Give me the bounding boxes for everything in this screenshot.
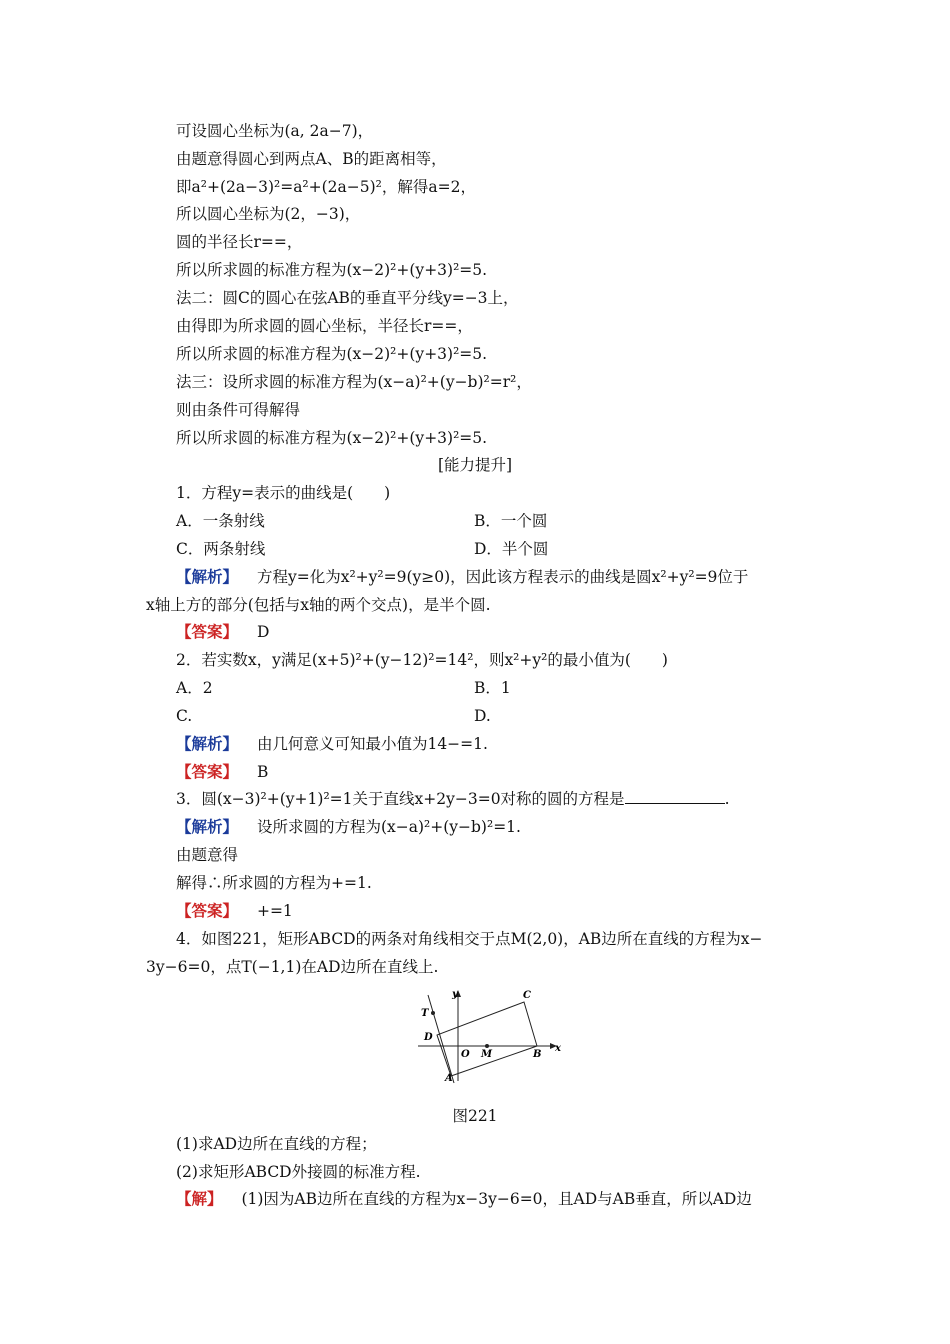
solution-tag: 【解】 <box>176 1189 223 1208</box>
text-line: 由题意得 <box>176 846 239 864</box>
label-o: O <box>461 1049 470 1060</box>
label-t: T <box>421 1008 429 1019</box>
question-stem <box>176 788 730 810</box>
text-line: 圆的半径长r==， <box>176 233 303 251</box>
option-d: D．半个圆 <box>474 540 549 558</box>
label-b: B <box>533 1049 542 1060</box>
answer-text: D <box>256 623 270 641</box>
label-d: D <box>424 1032 433 1043</box>
rectangle-abcd <box>437 1002 537 1076</box>
text-line: 法二：圆C的圆心在弦AB的垂直平分线y=−3上， <box>176 289 519 307</box>
question-stem: 4．如图221，矩形ABCD的两条对角线相交于点M(2,0)，AB边所在直线的方程为x− <box>176 930 763 948</box>
point-m <box>485 1044 489 1048</box>
analysis-text: x轴上方的部分(包括与x轴的两个交点)，是半个圆. <box>146 596 491 614</box>
option-a: A．一条射线 <box>176 512 265 530</box>
question-stem: 3y−6=0，点T(−1,1)在AD边所在直线上. <box>146 958 439 976</box>
text-line: 法三：设所求圆的标准方程为(x−a)²+(y−b)²=r²， <box>176 373 532 391</box>
text-line: 所以所求圆的标准方程为(x−2)²+(y+3)²=5. <box>176 261 488 279</box>
label-a: A <box>445 1073 453 1084</box>
sub-question: (2)求矩形ABCD外接圆的标准方程. <box>176 1163 421 1181</box>
label-m: M <box>481 1049 493 1060</box>
text-line: 所以所求圆的标准方程为(x−2)²+(y+3)²=5. <box>176 345 488 363</box>
answer-line <box>176 761 268 783</box>
question-stem: 2．若实数x，y满足(x+5)²+(y−12)²=14²，则x²+y²的最小值为( ) <box>176 651 668 669</box>
analysis-tag: 【解析】 <box>176 734 239 753</box>
option-a: A．2 <box>176 679 213 697</box>
analysis-tag: 【解析】 <box>176 817 239 836</box>
section-heading: [能力提升] <box>437 456 513 474</box>
option-c: C. <box>176 707 193 725</box>
rectangle-figure <box>410 985 570 1085</box>
y-axis-label: y <box>452 989 458 1000</box>
analysis-text: 方程y=化为x²+y²=9(y≥0)，因此该方程表示的曲线是圆x²+y²=9位于 <box>256 568 749 586</box>
text-line: 所以圆心坐标为(2，−3)， <box>176 205 361 223</box>
text-line: 可设圆心坐标为(a, 2a−7)， <box>176 122 374 140</box>
analysis-line <box>176 816 521 838</box>
answer-text: B <box>256 763 269 781</box>
solution-line <box>176 1188 752 1210</box>
answer-tag: 【答案】 <box>176 901 239 920</box>
answer-line <box>176 621 269 643</box>
option-b: B．1 <box>474 679 511 697</box>
question-stem-text: 3．圆(x−3)²+(y+1)²=1关于直线x+2y−3=0对称的圆的方程是 <box>176 790 625 808</box>
analysis-tag: 【解析】 <box>176 567 239 586</box>
analysis-text: 设所求圆的方程为(x−a)²+(y−b)²=1. <box>256 818 521 836</box>
answer-text: +=1 <box>256 902 293 920</box>
option-d: D. <box>474 707 491 725</box>
answer-line <box>176 900 293 922</box>
text-line: 所以所求圆的标准方程为(x−2)²+(y+3)²=5. <box>176 429 488 447</box>
solution-text: (1)因为AB边所在直线的方程为x−3y−6=0，且AD与AB垂直，所以AD边 <box>241 1190 752 1208</box>
analysis-line <box>176 733 488 755</box>
sub-question: (1)求AD边所在直线的方程； <box>176 1135 377 1153</box>
option-b: B．一个圆 <box>474 512 548 530</box>
option-c: C．两条射线 <box>176 540 266 558</box>
text-line: 即a²+(2a−3)²=a²+(2a−5)²，解得a=2， <box>176 178 476 196</box>
text-line: 解得∴所求圆的方程为+=1. <box>176 874 372 892</box>
analysis-text: 由几何意义可知最小值为14−=1. <box>256 735 488 753</box>
question-stem: 1．方程y=表示的曲线是( ) <box>176 484 391 502</box>
question-stem-end: . <box>724 790 730 808</box>
answer-blank <box>625 789 725 804</box>
text-line: 则由条件可得解得 <box>176 401 301 419</box>
answer-tag: 【答案】 <box>176 622 239 641</box>
answer-tag: 【答案】 <box>176 762 239 781</box>
text-line: 由题意得圆心到两点A、B的距离相等， <box>176 150 447 168</box>
analysis-line <box>176 566 748 588</box>
point-t <box>431 1011 435 1015</box>
figure-caption: 图221 <box>452 1107 498 1125</box>
label-c: C <box>523 990 531 1001</box>
x-axis-label: x <box>555 1043 561 1054</box>
text-line: 由得即为所求圆的圆心坐标，半径长r==， <box>176 317 473 335</box>
